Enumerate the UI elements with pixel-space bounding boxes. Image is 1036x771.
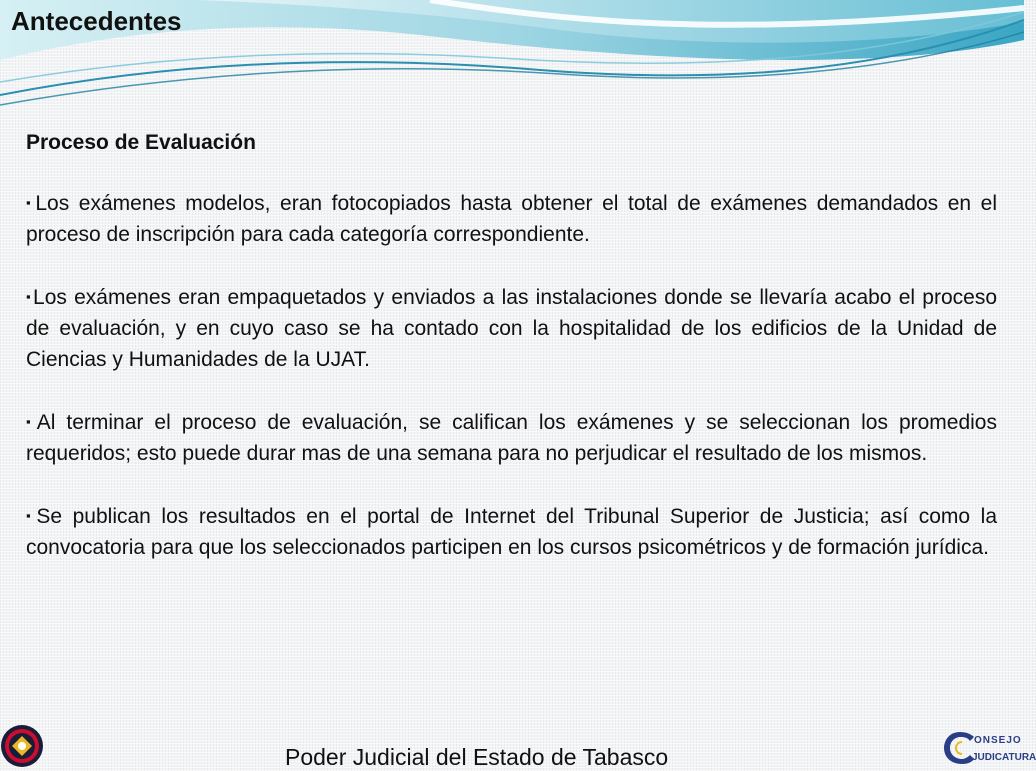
paragraph-text: Al terminar el proceso de evaluación, se califican los exámenes y se seleccionan los promedios requeridos; esto puede durar mas de una semana para no perjudicar el resultado de los mismos.	[26, 411, 997, 465]
square-bullet-icon: ▪	[26, 414, 36, 429]
section-heading: Proceso de Evaluación	[26, 131, 256, 154]
paragraph-text: Los exámenes modelos, eran fotocopiados hasta obtener el total de exámenes demandados en el proceso de inscripción para cada categoría correspondiente.	[26, 192, 998, 246]
content-body	[26, 128, 997, 594]
tsj-seal-logo-icon	[0, 716, 46, 768]
square-bullet-icon: ▪	[26, 508, 36, 523]
footer-text: Poder Judicial del Estado de Tabasco	[285, 744, 669, 770]
paragraph-text: Se publican los resultados en el portal de Internet del Tribunal Superior de Justicia; así como la convocatoria para que los seleccionados participen en los cursos psicométricos y de formación jurídica.	[26, 505, 998, 559]
square-bullet-icon: ▪	[26, 195, 35, 210]
bullet-paragraph-4	[26, 500, 997, 563]
paragraph-text: Los exámenes eran empaquetados y enviados a las instalaciones donde se llevaría acabo el proceso de evaluación, y en cuyo caso se ha contado con la hospitalidad de los edificios de la Unidad de Ciencias y Humanidades de la UJAT.	[26, 286, 998, 371]
bullet-paragraph-2	[26, 281, 997, 375]
bullet-paragraph-3	[26, 406, 997, 469]
slide-title: Antecedentes	[11, 6, 182, 36]
logo-right-line1: ONSEJO	[974, 735, 1022, 746]
bullet-paragraph-1	[26, 187, 997, 250]
logo-right-line2: JUDICATURA	[972, 752, 1036, 763]
square-bullet-icon: ▪	[26, 289, 33, 304]
